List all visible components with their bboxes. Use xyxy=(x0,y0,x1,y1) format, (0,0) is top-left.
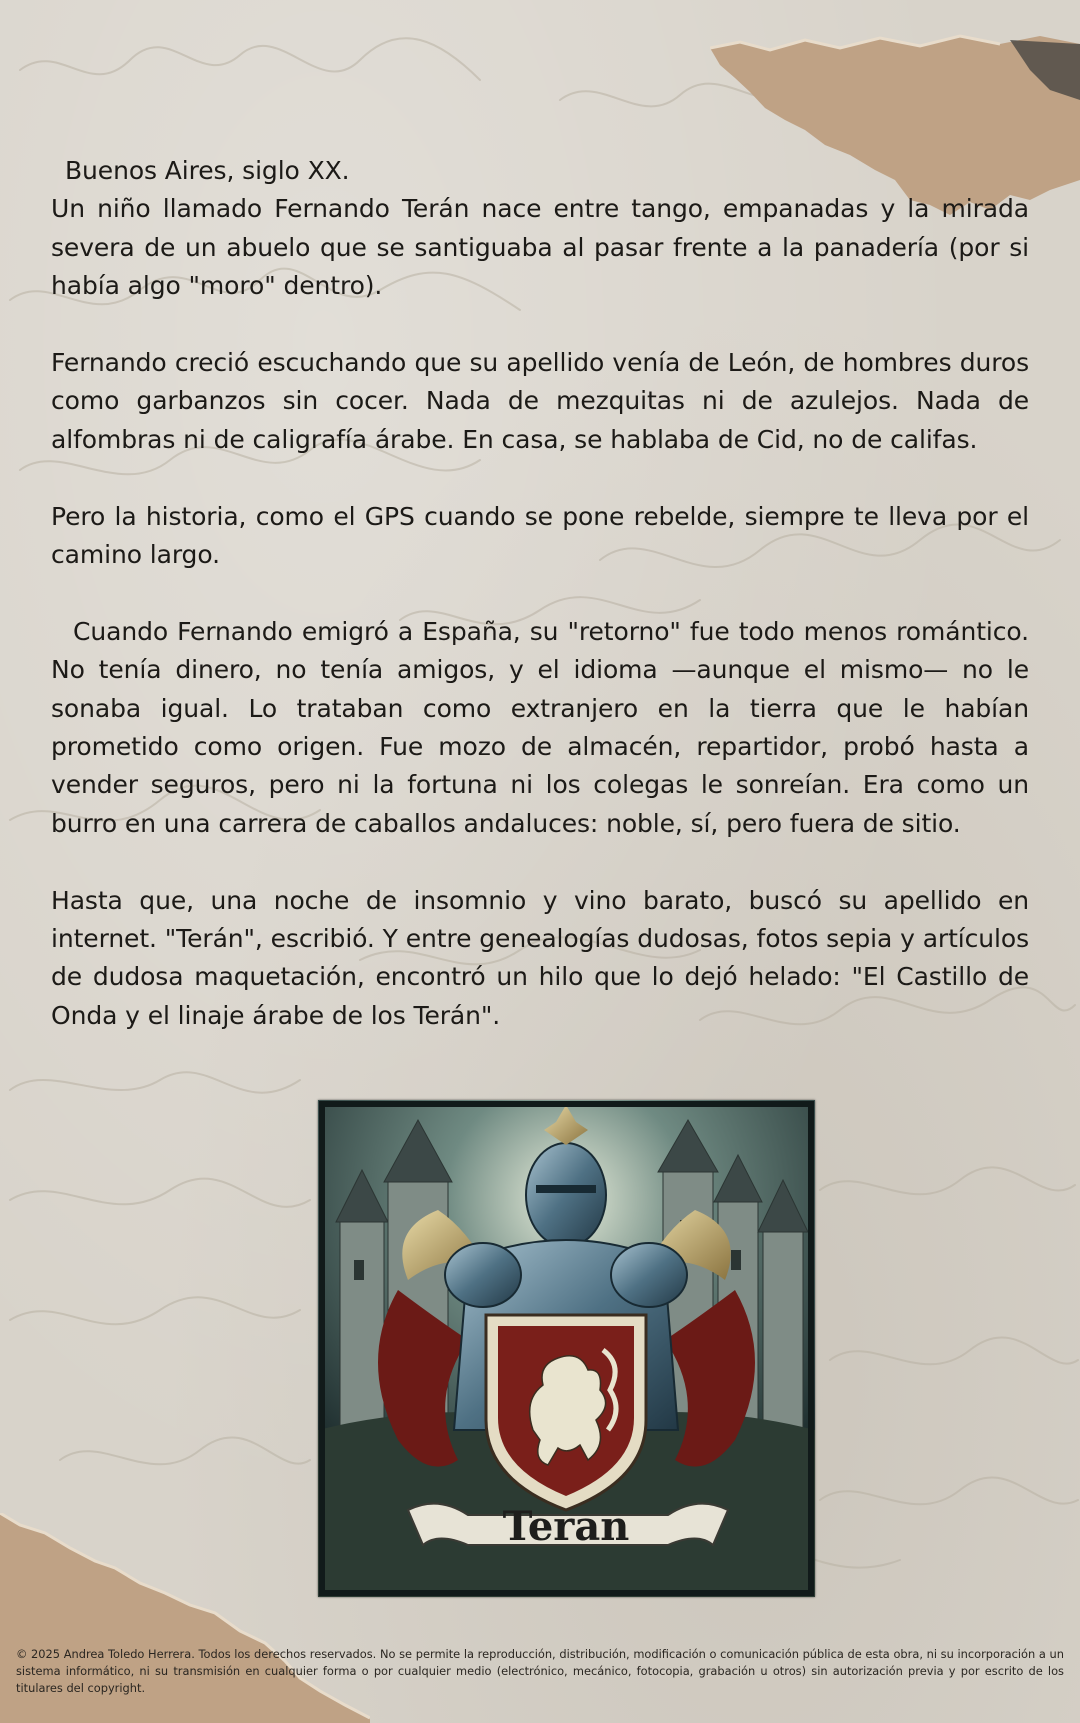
paragraph-5: Hasta que, una noche de insomnio y vino barato, buscó su apellido en internet. "Terán", escribió. Y entre genealogías dudosas, fotos sepia y artículos de dudosa maquetación, encontró un hilo que lo dejó helado: "El Castillo de Onda y el linaje árabe de los Terán". xyxy=(51,885,1029,1030)
paragraph-1: Un niño llamado Fernando Terán nace entre tango, empanadas y la mirada severa de un abuelo que se santiguaba al pasar frente a la panadería (por si había algo "moro" dentro). xyxy=(51,194,1029,301)
paragraph-3: Pero la historia, como el GPS cuando se pone rebelde, siempre te lleva por el camino largo. xyxy=(51,501,1029,570)
story-text xyxy=(51,152,1029,1074)
banner-text: Teran xyxy=(502,1503,630,1550)
place-heading: Buenos Aires, siglo XX. xyxy=(65,156,350,185)
copyright-notice: © 2025 Andrea Toledo Herrera. Todos los derechos reservados. No se permite la reproducción, distribución, modificación o comunicación pública de esta obra, ni su incorporación a un sistema informático, ni su transmisión en cualquier forma o por cualquier medio (electrónico, mecánico, fotocopia, grabación u otros) sin autorización previa y por escrito de los titulares del copyright. xyxy=(16,1647,1064,1695)
coat-of-arms-image xyxy=(318,1100,815,1597)
paragraph-4: Cuando Fernando emigró a España, su "retorno" fue todo menos romántico. No tenía dinero, no tenía amigos, y el idioma —aunque el mismo— no le sonaba igual. Lo trataban como extranjero en la tierra que le habían prometido como origen. Fue mozo de almacén, repartidor, probó hasta a vender seguros, pero ni la fortuna ni los colegas le sonreían. Era como un burro en una carrera de caballos andaluces: noble, sí, pero fuera de sitio. xyxy=(51,616,1029,838)
paragraph-2: Fernando creció escuchando que su apellido venía de León, de hombres duros como garbanzos sin cocer. Nada de mezquitas ni de azulejos. Nada de alfombras ni de caligrafía árabe. En casa, se hablaba de Cid, no de califas. xyxy=(51,348,1029,454)
